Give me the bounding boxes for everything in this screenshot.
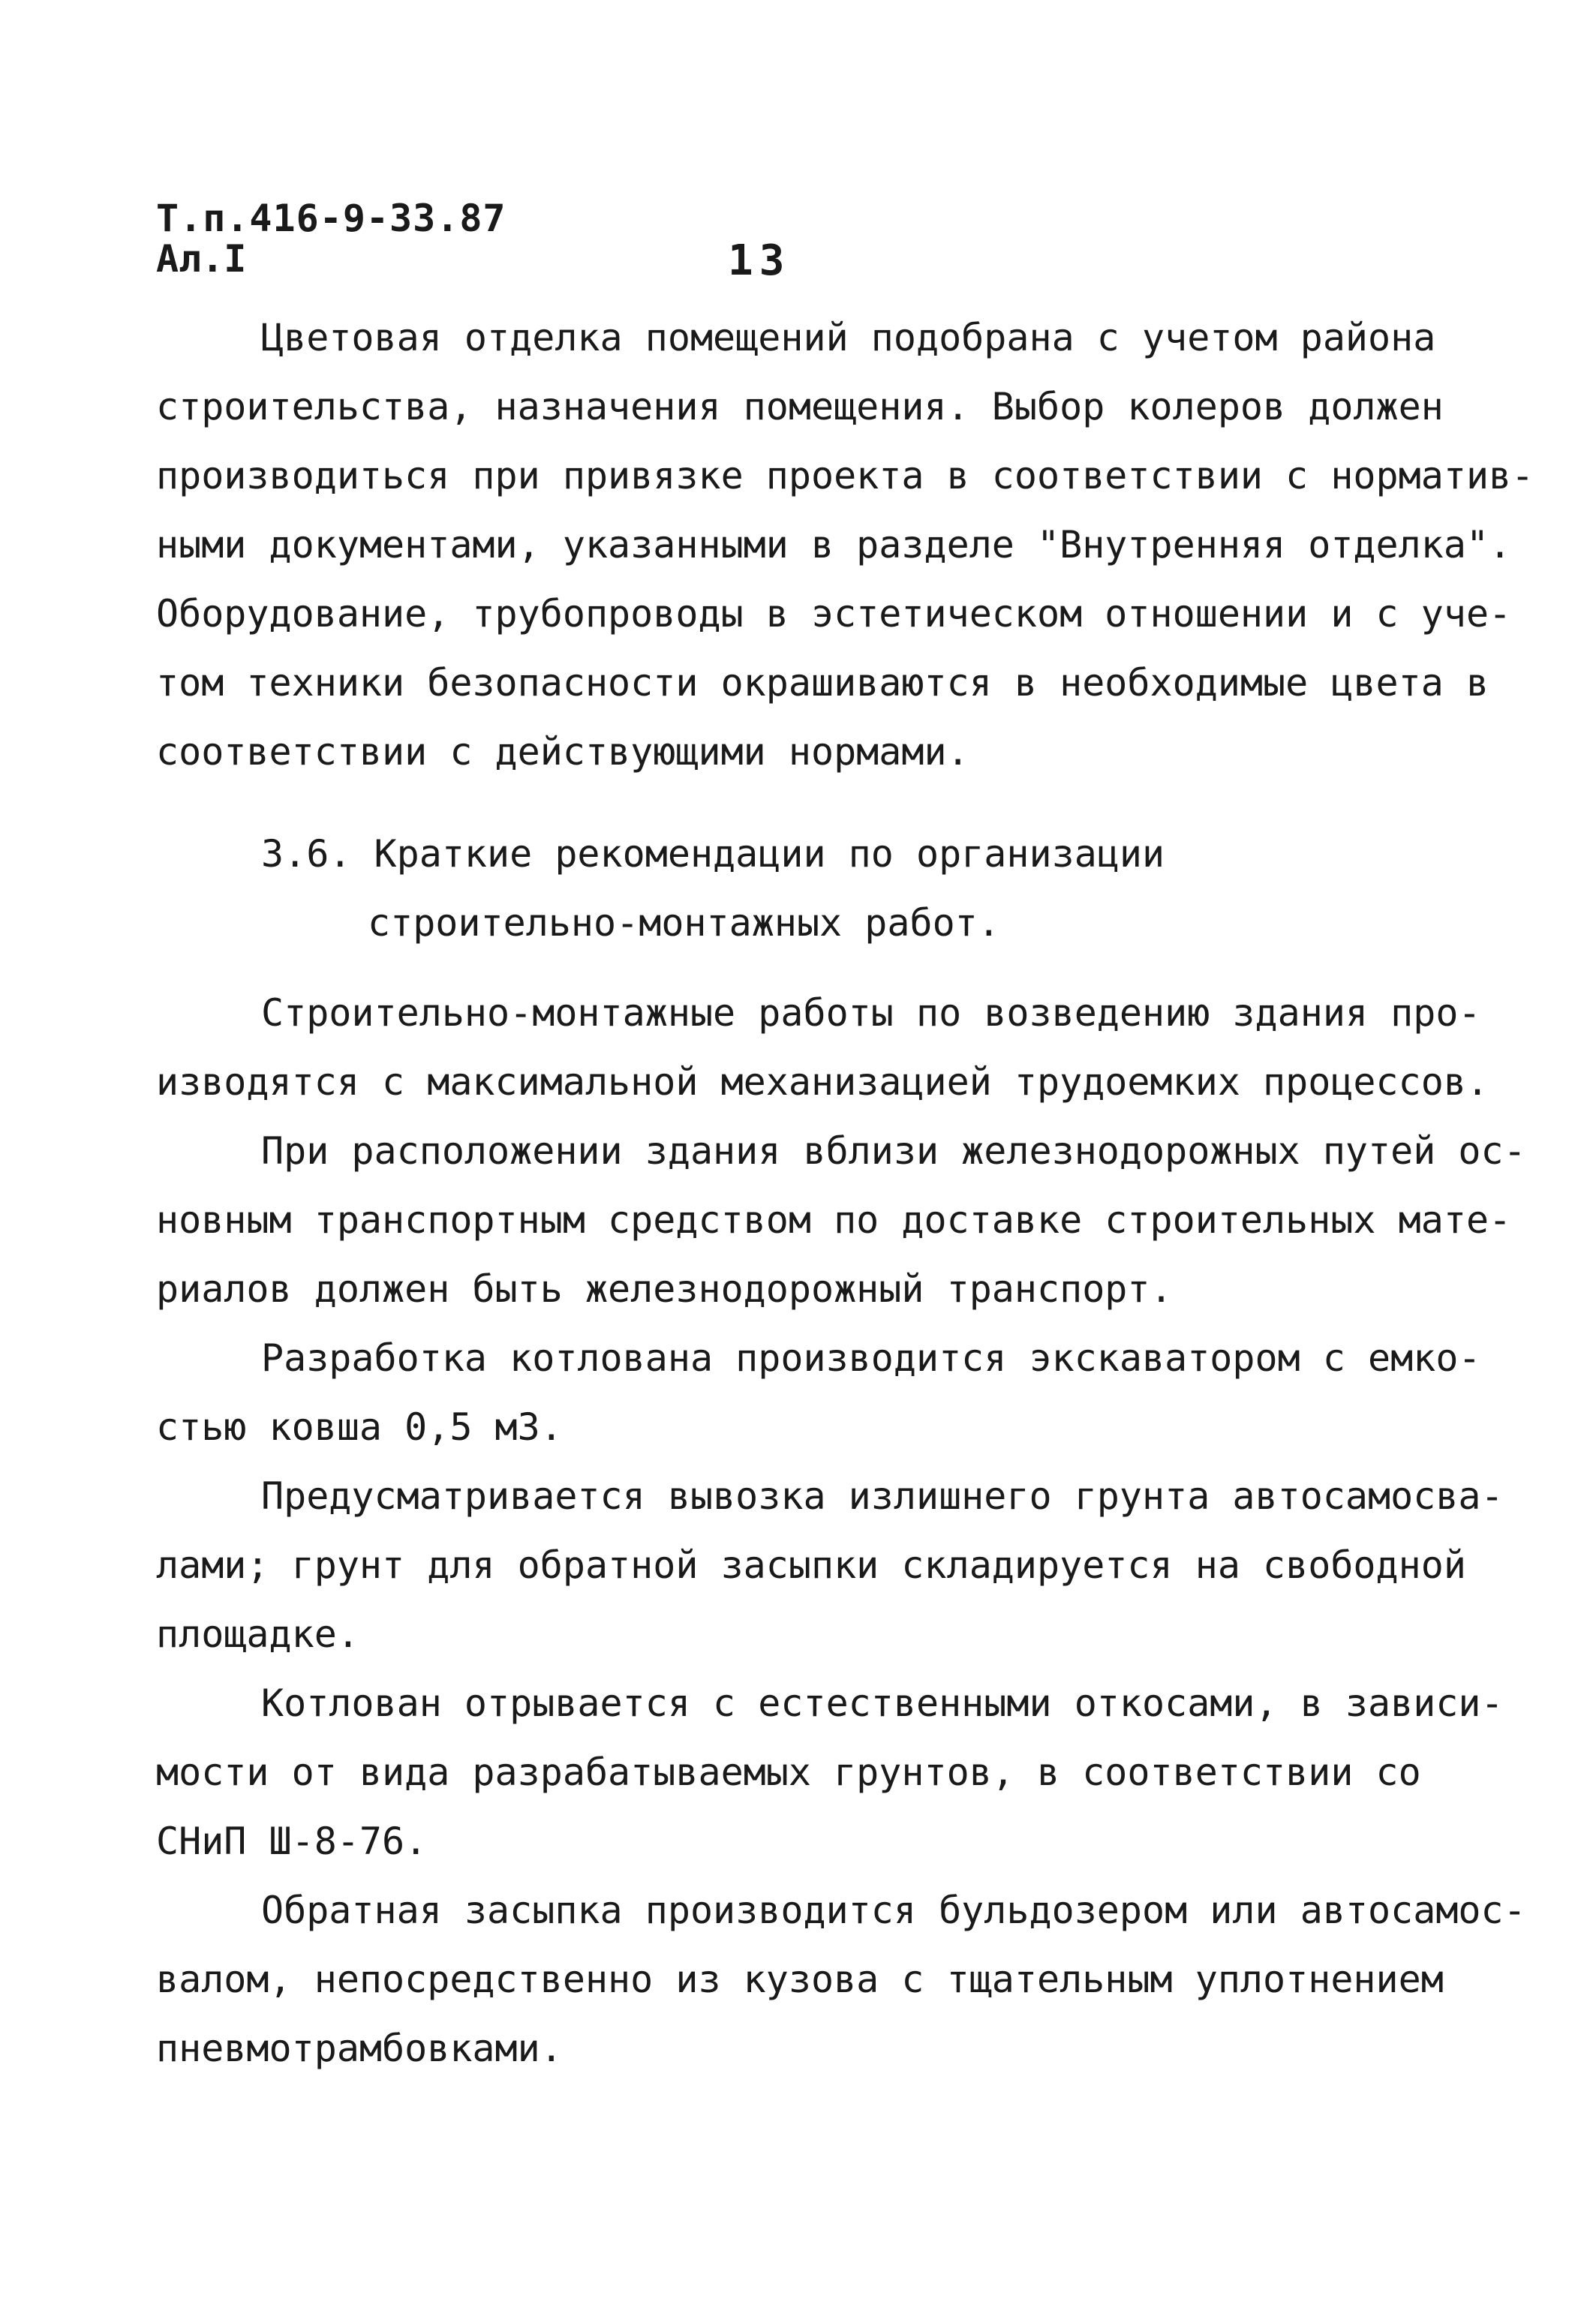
- album-number: Ал.I: [156, 237, 247, 281]
- text-line: Цветовая отделка помещений подобрана с учетом района: [261, 316, 1436, 359]
- section-heading: 3.6. Краткие рекомендации по организации: [261, 832, 1165, 876]
- text-line: строительства, назначения помещения. Выбор колеров должен: [156, 385, 1444, 428]
- text-line: Котлован отрывается с естественными откосами, в зависи-: [261, 1681, 1504, 1725]
- text-line: Оборудование, трубопроводы в эстетическом отношении и с уче-: [156, 592, 1512, 636]
- text-line: новным транспортным средством по доставке строительных мате-: [156, 1198, 1512, 1242]
- text-line: том техники безопасности окрашиваются в необходимые цвета в: [156, 661, 1489, 705]
- text-line: площадке.: [156, 1612, 359, 1656]
- text-line: риалов должен быть железнодорожный транспорт.: [156, 1267, 1173, 1311]
- text-line: стью ковша 0,5 м3.: [156, 1405, 563, 1449]
- text-line: СНиП Ш-8-76.: [156, 1820, 428, 1863]
- text-line: При расположении здания вблизи железнодорожных путей ос-: [261, 1129, 1526, 1173]
- text-line: изводятся с максимальной механизацией трудоемких процессов.: [156, 1060, 1489, 1104]
- text-line: производиться при привязке проекта в соответствии с норматив-: [156, 454, 1534, 497]
- document-code: Т.п.416-9-33.87: [156, 197, 506, 240]
- text-line: соответствии с действующими нормами.: [156, 730, 969, 774]
- text-line: Строительно-монтажные работы по возведению здания про-: [261, 991, 1481, 1035]
- text-line: пневмотрамбовками.: [156, 2027, 563, 2070]
- text-line: валом, непосредственно из кузова с тщательным уплотнением: [156, 1958, 1444, 2001]
- page-number: 13: [728, 236, 791, 285]
- text-line: Разработка котлована производится экскаватором с емко-: [261, 1336, 1481, 1380]
- text-line: ными документами, указанными в разделе "Внутренняя отделка".: [156, 523, 1512, 566]
- text-line: Обратная засыпка производится бульдозером или автосамос-: [261, 1889, 1526, 1932]
- section-heading-continuation: строительно-монтажных работ.: [368, 901, 1000, 945]
- text-line: Предусматривается вывозка излишнего грунта автосамосва-: [261, 1474, 1504, 1518]
- text-line: лами; грунт для обратной засыпки складируется на свободной: [156, 1543, 1466, 1587]
- text-line: мости от вида разрабатываемых грунтов, в соответствии со: [156, 1751, 1421, 1794]
